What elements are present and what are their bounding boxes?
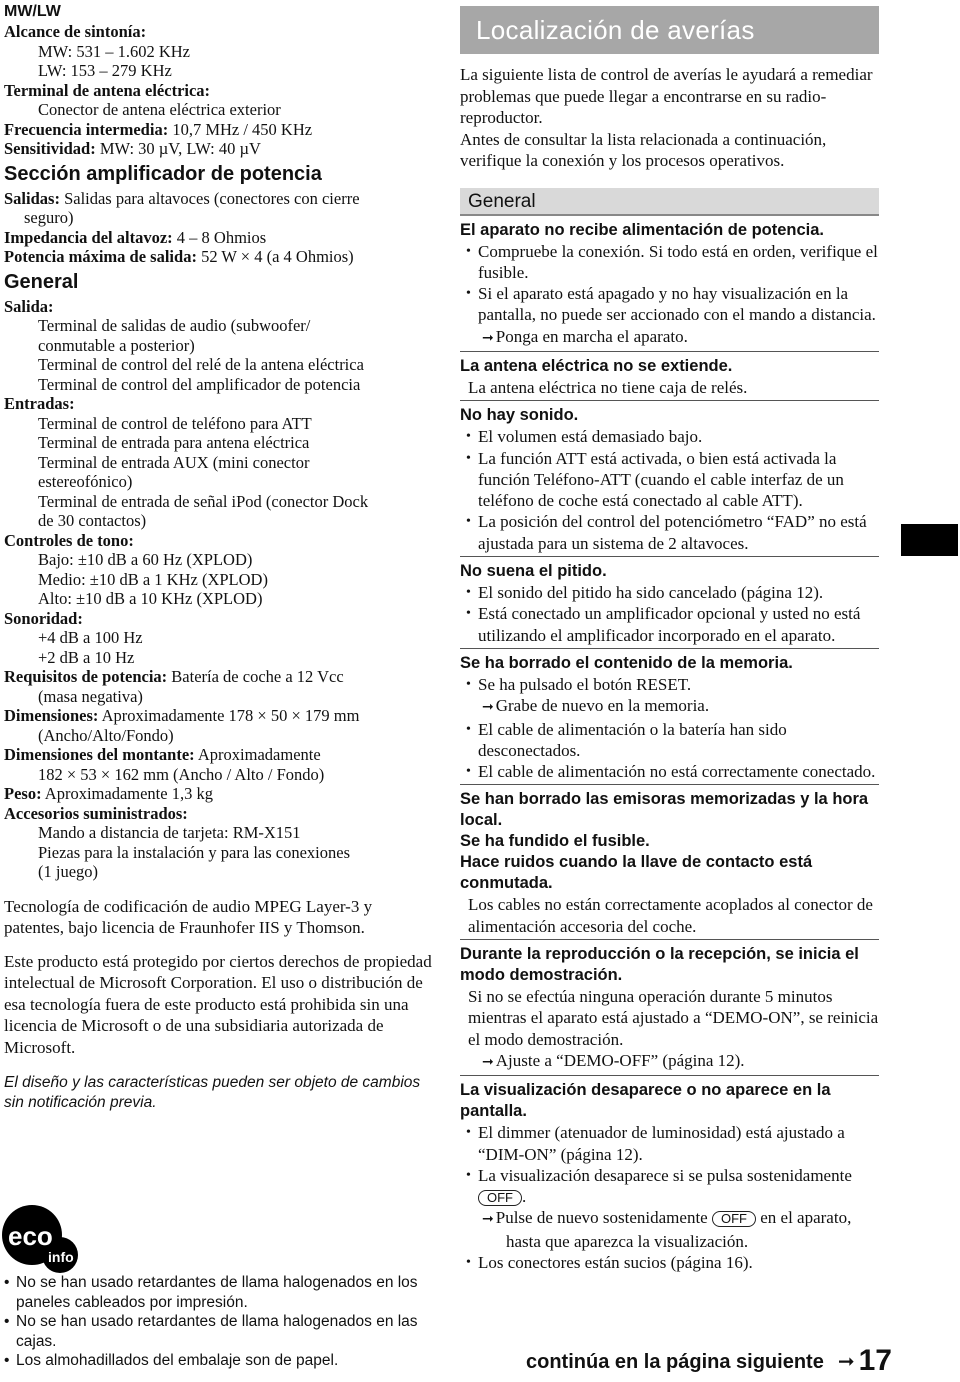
page-number: 17 [858, 1344, 892, 1377]
problem-title: Durante la reproducción o la recepción, se inicia el modo demostración. [460, 945, 859, 985]
sens-label: Sensitividad: [4, 139, 96, 158]
weight-value: Aproximadamente 1,3 kg [41, 784, 213, 803]
general-subheading: General [460, 188, 879, 216]
loudness-item: +2 dB a 10 Hz [38, 647, 135, 667]
loudness-item: +4 dB a 100 Hz [38, 628, 143, 647]
tone-label: Controles de tono: [4, 530, 134, 550]
eco-logo-text: eco [8, 1221, 53, 1251]
language-tab-marker [901, 524, 958, 556]
freq-label: Frecuencia intermedia: [4, 119, 169, 139]
mwlw-specs [4, 22, 436, 159]
divider [460, 556, 879, 557]
arrow-right-icon: ➞ [837, 1349, 855, 1373]
dimensions-label: Dimensiones: [4, 706, 99, 725]
divider [460, 1075, 879, 1076]
problem-title: La visualización desaparece o no aparece en la pantalla. [460, 1081, 831, 1121]
problem-cause: • La función ATT está activada, o bien está activada la función Teléfono-ATT (cuando el cable interfaz de un teléfono de coche está conectado al cable ATT). [466, 448, 844, 511]
terminal-value: Conector de antena eléctrica exterior [38, 100, 281, 119]
off-button-glyph: OFF [478, 1190, 522, 1206]
eco-bullet-text: No se han usado retardantes de llama halogenados en las cajas. [16, 1313, 418, 1350]
freq-value: 10,7 MHz / 450 KHz [168, 119, 313, 139]
amp-section-title: Sección amplificador de potencia [4, 162, 322, 185]
eco-bullet-text: Los almohadillados del embalaje son de papel. [16, 1352, 339, 1370]
general-specs [4, 297, 436, 882]
entradas-item: Terminal de control de teléfono para ATT [38, 413, 312, 433]
divider [460, 784, 879, 785]
alcance-mw: MW: 531 – 1.602 KHz [38, 41, 190, 61]
entradas-item: Terminal de entrada AUX (mini conector [38, 452, 310, 472]
tone-item: Alto: ±10 dB a 10 KHz (XPLOD) [38, 589, 263, 608]
alcance-lw: LW: 153 – 279 KHz [38, 61, 172, 80]
problem-cause: • La visualización desaparece si se pulsa sostenidamente OFF . [466, 1165, 852, 1207]
arrow-right-icon: ➞ [482, 1211, 494, 1228]
problem-title: La antena eléctrica no se extiende. [460, 356, 733, 375]
problem-cause: • El volumen está demasiado bajo. [466, 427, 703, 447]
power-req-value-2: (masa negativa) [38, 686, 143, 706]
loudness-label: Sonoridad: [4, 608, 83, 628]
arrow-right-icon: ➞ [482, 699, 494, 716]
salida-item: Terminal de control del amplificador de potencia [38, 374, 361, 394]
weight-label: Peso: [4, 784, 42, 803]
arrow-right-icon: ➞ [482, 329, 494, 346]
problem-title: Se ha borrado el contenido de la memoria. [460, 653, 793, 672]
problem-cause: • El dimmer (atenuador de luminosidad) está ajustado a “DIM-ON” (página 12). [466, 1123, 845, 1164]
arrow-right-icon: ➞ [482, 1053, 494, 1070]
eco-bullet-text: No se han usado retardantes de llama halogenados en los paneles cableados por impresión. [16, 1274, 418, 1311]
max-power-value: 52 W × 4 (a 4 Ohmios) [196, 247, 354, 266]
sens-value: MW: 30 µV, LW: 40 µV [95, 139, 261, 158]
solution-arrow: ➞ Ajuste a “DEMO-OFF” (página 12). [482, 1050, 745, 1070]
problem-cause: La antena eléctrica no tiene caja de relés. [468, 377, 748, 397]
accessory-item: Piezas para la instalación y para las conexiones [38, 842, 351, 862]
salida-label: Salida: [4, 296, 54, 316]
mp3-license-text: Tecnología de codificación de audio MPEG Layer-3 y patentes, bajo licencia de Fraunhofer IIS y Thomson. [4, 896, 373, 938]
salidas-value: Salidas para altavoces (conectores con cierre [59, 188, 360, 208]
accessories-label: Accesorios suministrados: [4, 803, 188, 823]
troubleshooting-banner: Localización de averías [460, 6, 879, 54]
problem-cause: • El sonido del pitido ha sido cancelado (página 12). [466, 583, 824, 603]
problem-cause: • La posición del control del potenciómetro “FAD” no está ajustada para un sistema de 2 altavoces. [466, 512, 867, 553]
salidas-value-2: seguro) [24, 208, 74, 227]
problem-cause: Si no se efectúa ninguna operación durante 5 minutos mientras el aparato está ajustado a “DEMO-ON”, se reinicia el modo demostración. [468, 987, 879, 1049]
salida-item: conmutable a posterior) [38, 335, 195, 355]
tone-item: Medio: ±10 dB a 1 KHz (XPLOD) [38, 569, 268, 589]
accessory-item: (1 juego) [38, 862, 99, 881]
problem-title: Se ha fundido el fusible. [460, 832, 650, 851]
salidas-label: Salidas: [4, 188, 60, 208]
microsoft-notice-text: Este producto está protegido por ciertos derechos de propiedad intelectual de Microsoft Corporation. El uso o distribución de esa tecnología fuera de este producto está prohibida sin una licencia de Microsoft o de una subsidiaria autorizada de Microsoft. [4, 951, 432, 1058]
divider [460, 939, 879, 940]
impedance-label: Impedancia del altavoz: [4, 227, 173, 247]
design-change-note: El diseño y las características pueden ser objeto de cambios sin notificación previa. [4, 1073, 421, 1111]
problem-cause: • El cable de alimentación o la batería han sido desconectados. [466, 719, 787, 760]
mwlw-title: MW/LW [4, 3, 61, 20]
terminal-label: Terminal de antena eléctrica: [4, 80, 211, 100]
problem-title: Se han borrado las emisoras memorizadas y la hora local. [460, 790, 869, 830]
problem-cause: • Si el aparato está apagado y no hay visualización en la pantalla, no puede ser accionado con el mando a distancia. [466, 284, 876, 325]
entradas-item: Terminal de entrada para antena eléctrica [38, 433, 310, 452]
entradas-item: estereofónico) [38, 472, 133, 491]
salida-item: Terminal de control del relé de la antena eléctrica [38, 355, 364, 374]
divider [460, 648, 879, 649]
off-button-glyph: OFF [712, 1211, 756, 1227]
power-req-value: Batería de coche a 12 Vcc [167, 667, 344, 686]
problem-title: No suena el pitido. [460, 562, 607, 581]
problem-title: El aparato no recibe alimentación de potencia. [460, 220, 825, 239]
accessory-item: Mando a distancia de tarjeta: RM-X151 [38, 823, 301, 842]
eco-bullet: • No se han usado retardantes de llama halogenados en los paneles cableados por impresión. [4, 1274, 418, 1311]
problem-cause: • El cable de alimentación no está correctamente conectado. [466, 762, 876, 782]
general-section-title: General [4, 270, 79, 293]
salida-item: Terminal de salidas de audio (subwoofer/ [38, 316, 311, 335]
solution-arrow: ➞ Ponga en marcha el aparato. [482, 326, 688, 346]
eco-logo-subtext: info [48, 1249, 74, 1265]
max-power-label: Potencia máxima de salida: [4, 247, 197, 266]
alcance-label: Alcance de sintonía: [4, 22, 147, 41]
entradas-label: Entradas: [4, 394, 75, 413]
eco-bullet: • Los almohadillados del embalaje son de papel. [4, 1352, 339, 1370]
entradas-item: de 30 contactos) [38, 511, 147, 530]
divider [460, 400, 879, 401]
problem-cause: • Está conectado un amplificador opcional y usted no está utilizando el amplificador incorporado en el aparato. [466, 604, 861, 645]
divider [460, 351, 879, 352]
eco-info-logo [2, 1203, 80, 1273]
problem-title: Hace ruidos cuando la llave de contacto está conmutada. [460, 853, 813, 893]
mount-dim-label: Dimensiones del montante: [4, 745, 195, 764]
solution-arrow: ➞ Pulse de nuevo sostenidamente OFF en el aparato, hasta que aparezca la visualización. [482, 1208, 852, 1251]
troubleshooting-column [460, 6, 880, 1273]
dimensions-value: Aproximadamente 178 × 50 × 179 mm [98, 706, 360, 725]
dimensions-value-2: (Ancho/Alto/Fondo) [38, 725, 174, 745]
specifications-column [4, 2, 436, 1113]
intro-paragraph-1: La siguiente lista de control de averías le ayudará a remediar problemas que puede llegar a encontrarse en su radio-reproductor. [460, 65, 873, 127]
problem-cause: Los cables no están correctamente acoplados al conector de alimentación accesoria del coche. [468, 895, 873, 936]
power-req-label: Requisitos de potencia: [4, 667, 168, 686]
entradas-item: Terminal de entrada de señal iPod (conector Dock [38, 491, 369, 511]
continued-text: continúa en la página siguiente [526, 1351, 824, 1373]
mount-dim-value-2: 182 × 53 × 162 mm (Ancho / Alto / Fondo) [38, 764, 325, 784]
problem-cause: • Los conectores están sucios (página 16). [466, 1253, 753, 1272]
eco-bullet: • No se han usado retardantes de llama halogenados en las cajas. [4, 1313, 418, 1350]
intro-paragraph-2: Antes de consultar la lista relacionada a continuación, verifique la conexión y los procesos operativos. [460, 129, 827, 170]
tone-item: Bajo: ±10 dB a 60 Hz (XPLOD) [38, 550, 253, 569]
eco-bullet-list [4, 1273, 436, 1371]
amp-specs [4, 189, 436, 267]
mount-dim-value: Aproximadamente [194, 745, 321, 764]
solution-arrow: ➞ Grabe de nuevo en la memoria. [482, 696, 710, 716]
problem-cause: • Compruebe la conexión. Si todo está en orden, verifique el fusible. [466, 241, 878, 282]
problem-cause: • Se ha pulsado el botón RESET. [466, 674, 692, 694]
problem-title: No hay sonido. [460, 406, 579, 425]
page-footer [526, 1346, 892, 1377]
impedance-value: 4 – 8 Ohmios [172, 227, 267, 247]
